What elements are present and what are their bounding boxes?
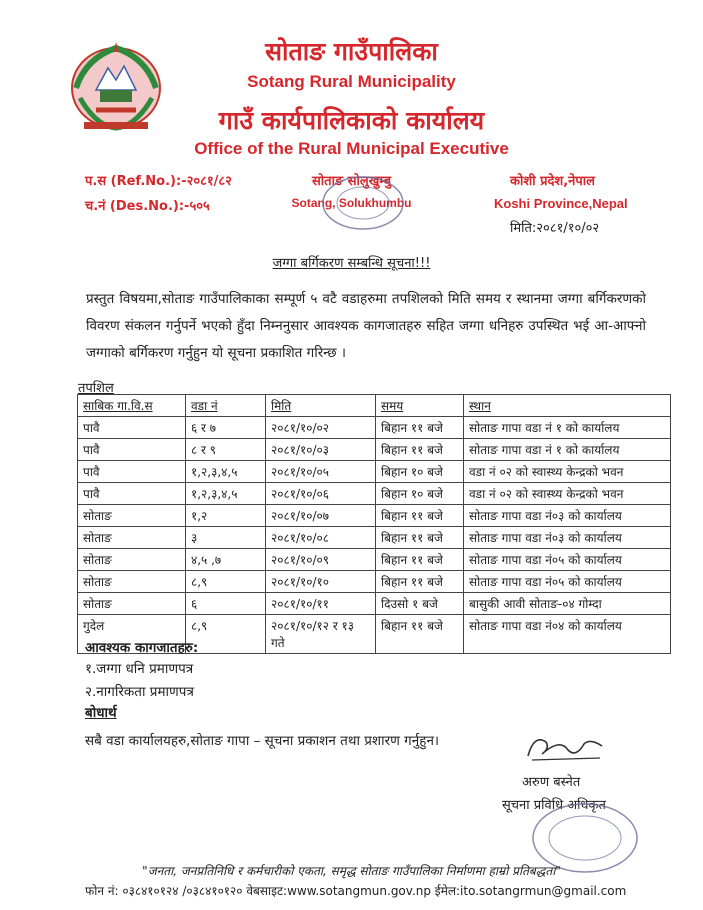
notice-subject: जग्गा बर्गिकरण सम्बन्धि सूचना!!! bbox=[272, 256, 431, 271]
table-cell: २०८१/१०/०२ bbox=[266, 417, 376, 439]
footer-motto: "जनता, जनप्रतिनिधि र कर्मचारीको एकता, समृद्ध सोताङ गाउँपालिका निर्माणमा हाम्रो प्रतिबद्धता" bbox=[142, 864, 561, 878]
table-cell: सोताङ bbox=[78, 505, 186, 527]
table-cell: २०८१/१०/०६ bbox=[266, 483, 376, 505]
notice-body: प्रस्तुत विषयमा,सोताङ गाउँपालिकाका सम्पूर्ण ५ वटै वडाहरुमा तपशिलको मिति समय र स्थानमा जग्गा बर्गिकरणको विवरण संकलन गर्नुपर्ने भएको हुँदा निम्ननुसार आवश्यक कागजातहरु सहित जग्गा धनिहरु उपस्थित भई आ-आफ्नो जग्गाको बर्गिकरण गर्नुहुन यो सूचना प्रकाशित गरिन्छ । bbox=[86, 291, 646, 361]
ref-no: प.स (Ref.No.):-२०८१/८२ bbox=[85, 174, 232, 189]
table-cell: २०८१/१०/१० bbox=[266, 571, 376, 593]
table-cell: २०८१/१०/०८ bbox=[266, 527, 376, 549]
des-no: च.नं (Des.No.):-५०५ bbox=[85, 199, 210, 214]
table-cell: सोताङ bbox=[78, 549, 186, 571]
table-cell: बिहान १० बजे bbox=[376, 461, 464, 483]
table-cell: सोताङ गापा वडा नं०५ को कार्यालय bbox=[464, 571, 671, 593]
table-cell: ६ र ७ bbox=[186, 417, 266, 439]
table-cell: सोताङ गापा वडा नं १ को कार्यालय bbox=[464, 439, 671, 461]
province-np: कोशी प्रदेश,नेपाल bbox=[510, 174, 595, 189]
table-cell: २०८१/१०/११ bbox=[266, 593, 376, 615]
table-cell: १,२ bbox=[186, 505, 266, 527]
table-cell: २०८१/१०/१२ र १३ गते bbox=[266, 615, 376, 654]
table-row bbox=[78, 461, 671, 483]
table-cell: बिहान ११ बजे bbox=[376, 439, 464, 461]
table-header-row bbox=[78, 395, 671, 417]
table-cell: सोताङ गापा वडा नं०५ को कार्यालय bbox=[464, 549, 671, 571]
office-name-np: गाउँ कार्यपालिकाको कार्यालय bbox=[218, 106, 485, 135]
signer-designation: सूचना प्रविधि अधिकृत bbox=[502, 798, 606, 813]
documents-title: आवश्यक कागजातहरु: bbox=[85, 640, 199, 656]
table-cell: सोताङ गापा वडा नं०४ को कार्यालय bbox=[464, 615, 671, 654]
municipality-name-en: Sotang Rural Municipality bbox=[247, 72, 456, 91]
table-cell: सोताङ bbox=[78, 527, 186, 549]
table-row bbox=[78, 527, 671, 549]
signature-image bbox=[520, 728, 610, 768]
office-name-en: Office of the Rural Municipal Executive bbox=[194, 139, 509, 158]
table-cell: दिउसो १ बजे bbox=[376, 593, 464, 615]
header-cell: वडा नं bbox=[186, 395, 266, 417]
document-item: २.नागरिकता प्रमाणपत्र bbox=[85, 684, 194, 700]
table-cell: वडा नं ०२ को स्वास्थ्य केन्द्रको भवन bbox=[464, 461, 671, 483]
table-cell: बासुकी आवी सोताङ-०४ गोम्दा bbox=[464, 593, 671, 615]
table-cell: पावै bbox=[78, 417, 186, 439]
table-row bbox=[78, 505, 671, 527]
table-cell: बिहान ११ बजे bbox=[376, 527, 464, 549]
table-row bbox=[78, 549, 671, 571]
table-cell: बिहान ११ बजे bbox=[376, 571, 464, 593]
table-row bbox=[78, 571, 671, 593]
table-cell: सोताङ गापा वडा नं १ को कार्यालय bbox=[464, 417, 671, 439]
table-cell: बिहान १० बजे bbox=[376, 483, 464, 505]
table-cell: बिहान ११ बजे bbox=[376, 549, 464, 571]
table-cell: ६ bbox=[186, 593, 266, 615]
table-row bbox=[78, 439, 671, 461]
table-cell: २०८१/१०/०९ bbox=[266, 549, 376, 571]
header-cell: मिति bbox=[266, 395, 376, 417]
place-np: सोताङ सोलुखुम्बु bbox=[312, 174, 391, 189]
signer-name: अरुण बस्नेत bbox=[522, 775, 581, 790]
province-en: Koshi Province,Nepal bbox=[494, 196, 628, 211]
table-cell: वडा नं ०२ को स्वास्थ्य केन्द्रको भवन bbox=[464, 483, 671, 505]
table-cell: पावै bbox=[78, 439, 186, 461]
table-row bbox=[78, 593, 671, 615]
table-cell: पावै bbox=[78, 461, 186, 483]
schedule-table bbox=[77, 394, 671, 654]
office-stamp bbox=[298, 172, 428, 234]
for-info-text: सबै वडा कार्यालयहरु,सोताङ गापा – सूचना प्रकाशन तथा प्रशारण गर्नुहुन। bbox=[85, 733, 440, 749]
header-cell: समय bbox=[376, 395, 464, 417]
table-cell: गुदेल bbox=[78, 615, 186, 654]
table-cell: २०८१/१०/०५ bbox=[266, 461, 376, 483]
table-cell: ८,९ bbox=[186, 571, 266, 593]
table-cell: बिहान ११ बजे bbox=[376, 505, 464, 527]
table-cell: २०८१/१०/०७ bbox=[266, 505, 376, 527]
header-cell: स्थान bbox=[464, 395, 671, 417]
document-item: १.जग्गा धनि प्रमाणपत्र bbox=[85, 661, 194, 677]
place-en: Sotang, Solukhumbu bbox=[291, 196, 412, 210]
header-cell: साबिक गा.वि.स bbox=[78, 395, 186, 417]
table-cell: २०८१/१०/०३ bbox=[266, 439, 376, 461]
table-row bbox=[78, 483, 671, 505]
table-cell: बिहान ११ बजे bbox=[376, 417, 464, 439]
issue-date: मिति:२०८१/१०/०२ bbox=[510, 221, 600, 236]
table-cell: पावै bbox=[78, 483, 186, 505]
schedule-title: तपशिल bbox=[78, 381, 114, 396]
table-row bbox=[78, 417, 671, 439]
table-cell: बिहान ११ बजे bbox=[376, 615, 464, 654]
footer-contact: फोन नं: ०३८४१०१२४ /०३८४१०१२० वेबसाइट:www.sotangmun.gov.np ईमेल:ito.sotangrmun@gmail.com bbox=[85, 884, 627, 898]
for-info-title: बोधार्थ bbox=[85, 705, 117, 721]
table-cell: सोताङ गापा वडा नं०३ को कार्यालय bbox=[464, 505, 671, 527]
table-cell: ८ र ९ bbox=[186, 439, 266, 461]
table-cell: १,२,३,४,५ bbox=[186, 461, 266, 483]
table-cell: सोताङ गापा वडा नं०३ को कार्यालय bbox=[464, 527, 671, 549]
table-cell: ८,९ bbox=[186, 615, 266, 654]
municipality-name-np: सोताङ गाउँपालिका bbox=[265, 37, 438, 66]
table-cell: १,२,३,४,५ bbox=[186, 483, 266, 505]
table-cell: सोताङ bbox=[78, 571, 186, 593]
table-cell: ३ bbox=[186, 527, 266, 549]
table-cell: ४,५ ,७ bbox=[186, 549, 266, 571]
table-cell: सोताङ bbox=[78, 593, 186, 615]
